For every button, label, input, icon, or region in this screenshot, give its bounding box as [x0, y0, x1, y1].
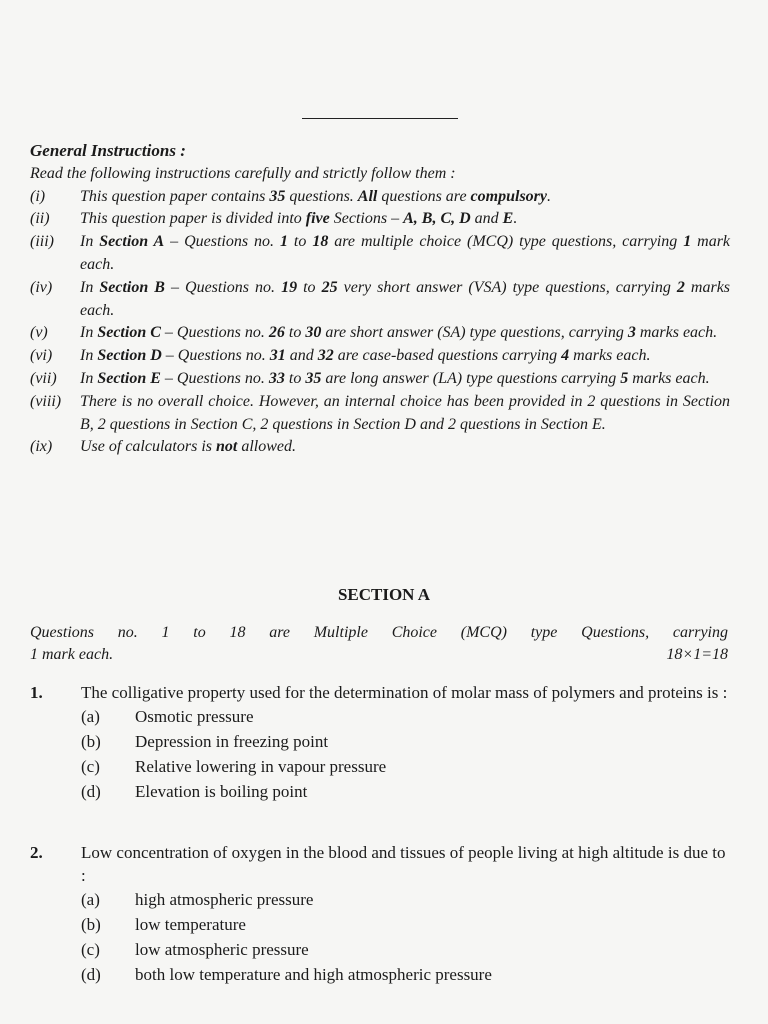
instruction-emphasis: All: [357, 187, 378, 205]
instruction-text: [80, 322, 730, 345]
instruction-run: to: [284, 324, 306, 342]
instruction-run: In: [80, 369, 98, 387]
instruction-run: questions are: [377, 187, 471, 205]
instruction-number: (i): [30, 187, 46, 205]
instruction-text: [80, 277, 730, 323]
question-2: [30, 841, 730, 987]
instruction-run: This question paper contains: [80, 187, 270, 205]
option-d: [81, 962, 730, 987]
option-label: (b): [81, 915, 101, 934]
instruction-emphasis: 30: [305, 324, 322, 342]
option-label: (b): [81, 732, 101, 751]
instruction-run: and: [470, 210, 503, 228]
instruction-run: allowed.: [237, 438, 297, 456]
instruction-emphasis: not: [216, 438, 238, 456]
general-instructions: [30, 140, 730, 459]
section-intro-line2: [30, 644, 728, 666]
option-label: (a): [81, 890, 100, 909]
option-label: (a): [81, 707, 100, 726]
instruction-run: to: [284, 369, 306, 387]
instruction-emphasis: 35: [305, 369, 322, 387]
instruction-run: are long answer (LA) type questions carrying: [321, 369, 621, 387]
instruction-run: are short answer (SA) type questions, carrying: [321, 324, 628, 342]
instruction-run: In: [80, 324, 98, 342]
option-label: (c): [81, 757, 100, 776]
instruction-emphasis: 19: [281, 278, 298, 296]
option-b: [81, 729, 730, 754]
question-text: The colligative property used for the determination of molar mass of polymers and proteins is :: [81, 683, 728, 702]
instruction-run: This question paper is divided into: [80, 210, 306, 228]
instruction-text: [80, 231, 730, 277]
option-b: [81, 912, 730, 937]
instruction-number: (iv): [30, 278, 53, 296]
section-intro: [30, 622, 728, 666]
option-a: [81, 704, 730, 729]
option-text: Relative lowering in vapour pressure: [135, 757, 387, 776]
instruction-run: marks each.: [628, 369, 710, 387]
instruction-run: In: [80, 278, 100, 296]
option-a: [81, 887, 730, 912]
instruction-text: [80, 368, 730, 391]
top-rule: [302, 118, 458, 119]
option-text: Depression in freezing point: [135, 732, 329, 751]
question-stem: [30, 841, 730, 887]
instruction-run: are multiple choice (MCQ) type questions, carrying: [328, 233, 684, 251]
instruction-text: [80, 391, 730, 437]
instruction-run: very short answer (VSA) type questions, carrying: [337, 278, 677, 296]
option-c: [81, 754, 730, 779]
instructions-intro: Read the following instructions carefully and strictly follow them :: [30, 164, 456, 182]
instruction-run: – Questions no.: [164, 278, 282, 296]
instruction-run: – Questions no.: [160, 324, 269, 342]
instruction-emphasis: 5: [620, 369, 629, 387]
instruction-emphasis: Section E: [97, 369, 161, 387]
instruction-emphasis: Section B: [99, 278, 165, 296]
instruction-emphasis: Section A: [99, 233, 165, 251]
instruction-number: (ix): [30, 438, 53, 456]
instruction-emphasis: 26: [268, 324, 285, 342]
option-text: low temperature: [135, 915, 246, 934]
section-title: SECTION A: [337, 585, 431, 604]
instruction-run: Sections –: [329, 210, 404, 228]
instruction-run: marks each.: [569, 347, 651, 365]
question-number: 1.: [30, 683, 43, 702]
instruction-item: [30, 277, 730, 323]
instruction-run: to: [297, 278, 322, 296]
section-intro-line1: Questions no. 1 to 18 are Multiple Choice (MCQ) type Questions, carrying: [30, 624, 728, 641]
instruction-emphasis: A, B, C, D: [403, 210, 471, 228]
instruction-item: [30, 436, 730, 459]
instruction-emphasis: compulsory: [470, 187, 547, 205]
instruction-text: [80, 436, 730, 459]
instruction-run: – Questions no.: [160, 369, 269, 387]
instructions-list: [30, 186, 730, 460]
instruction-run: Use of calculators is: [80, 438, 216, 456]
option-text: high atmospheric pressure: [135, 890, 314, 909]
question-text: Low concentration of oxygen in the blood and tissues of people living at high altitude is due to :: [81, 843, 726, 885]
instruction-item: [30, 345, 730, 368]
instruction-item: [30, 186, 730, 209]
instruction-run: marks each.: [635, 324, 718, 342]
instruction-run: and: [285, 347, 318, 365]
instruction-run: .: [513, 210, 518, 228]
option-d: [81, 779, 730, 804]
option-text: low atmospheric pressure: [135, 940, 309, 959]
instruction-run: In: [80, 347, 98, 365]
option-label: (c): [81, 940, 100, 959]
instruction-number: (vi): [30, 347, 53, 365]
instruction-number: (v): [30, 324, 48, 342]
instruction-emphasis: 1: [683, 233, 692, 251]
instruction-emphasis: Section D: [97, 347, 162, 365]
section-intro-line2-text: 1 mark each.: [30, 646, 114, 663]
instruction-emphasis: five: [305, 210, 330, 228]
instruction-run: marks each.: [80, 278, 731, 319]
option-c: [81, 937, 730, 962]
instruction-text: [80, 186, 730, 209]
instruction-item: [30, 391, 730, 437]
option-text: Elevation is boiling point: [135, 782, 308, 801]
instruction-emphasis: 2: [676, 278, 685, 296]
instruction-emphasis: 1: [279, 233, 288, 251]
question-stem: [30, 681, 730, 704]
instruction-emphasis: 4: [561, 347, 570, 365]
question-1: [30, 681, 730, 804]
instruction-number: (viii): [30, 392, 62, 410]
instruction-run: questions.: [285, 187, 358, 205]
instruction-number: (iii): [30, 233, 54, 251]
instruction-run: to: [287, 233, 313, 251]
instruction-run: There is no overall choice. However, an internal choice has been provided in 2 questions in Section B, 2 questions in Section C, 2 questions in Section D and 2 questions in Section E.: [80, 392, 730, 433]
option-text: both low temperature and high atmospheric pressure: [135, 965, 492, 984]
instruction-text: [80, 208, 730, 231]
instruction-emphasis: 31: [269, 347, 286, 365]
instruction-run: .: [547, 187, 551, 205]
instruction-emphasis: 35: [269, 187, 286, 205]
instruction-run: – Questions no.: [164, 233, 280, 251]
instruction-emphasis: 33: [268, 369, 285, 387]
instruction-text: [80, 345, 730, 368]
instruction-number: (vii): [30, 369, 57, 387]
instruction-run: mark each.: [80, 233, 731, 273]
instruction-emphasis: 25: [321, 278, 338, 296]
instruction-run: In: [80, 233, 100, 251]
instruction-run: – Questions no.: [161, 347, 270, 365]
instruction-item: [30, 208, 730, 231]
instruction-run: are case-based questions carrying: [333, 347, 562, 365]
instructions-title: General Instructions :: [30, 141, 186, 160]
instruction-emphasis: 3: [627, 324, 636, 342]
instruction-item: [30, 231, 730, 277]
option-label: (d): [81, 965, 101, 984]
option-label: (d): [81, 782, 101, 801]
instruction-number: (ii): [30, 210, 50, 228]
instruction-emphasis: 32: [317, 347, 334, 365]
instruction-item: [30, 322, 730, 345]
section-marks: 18×1=18: [666, 646, 728, 663]
instruction-item: [30, 368, 730, 391]
option-text: Osmotic pressure: [135, 707, 254, 726]
instruction-emphasis: Section C: [97, 324, 161, 342]
instruction-emphasis: E: [502, 210, 514, 228]
question-number: 2.: [30, 843, 43, 862]
instruction-emphasis: 18: [312, 233, 329, 251]
